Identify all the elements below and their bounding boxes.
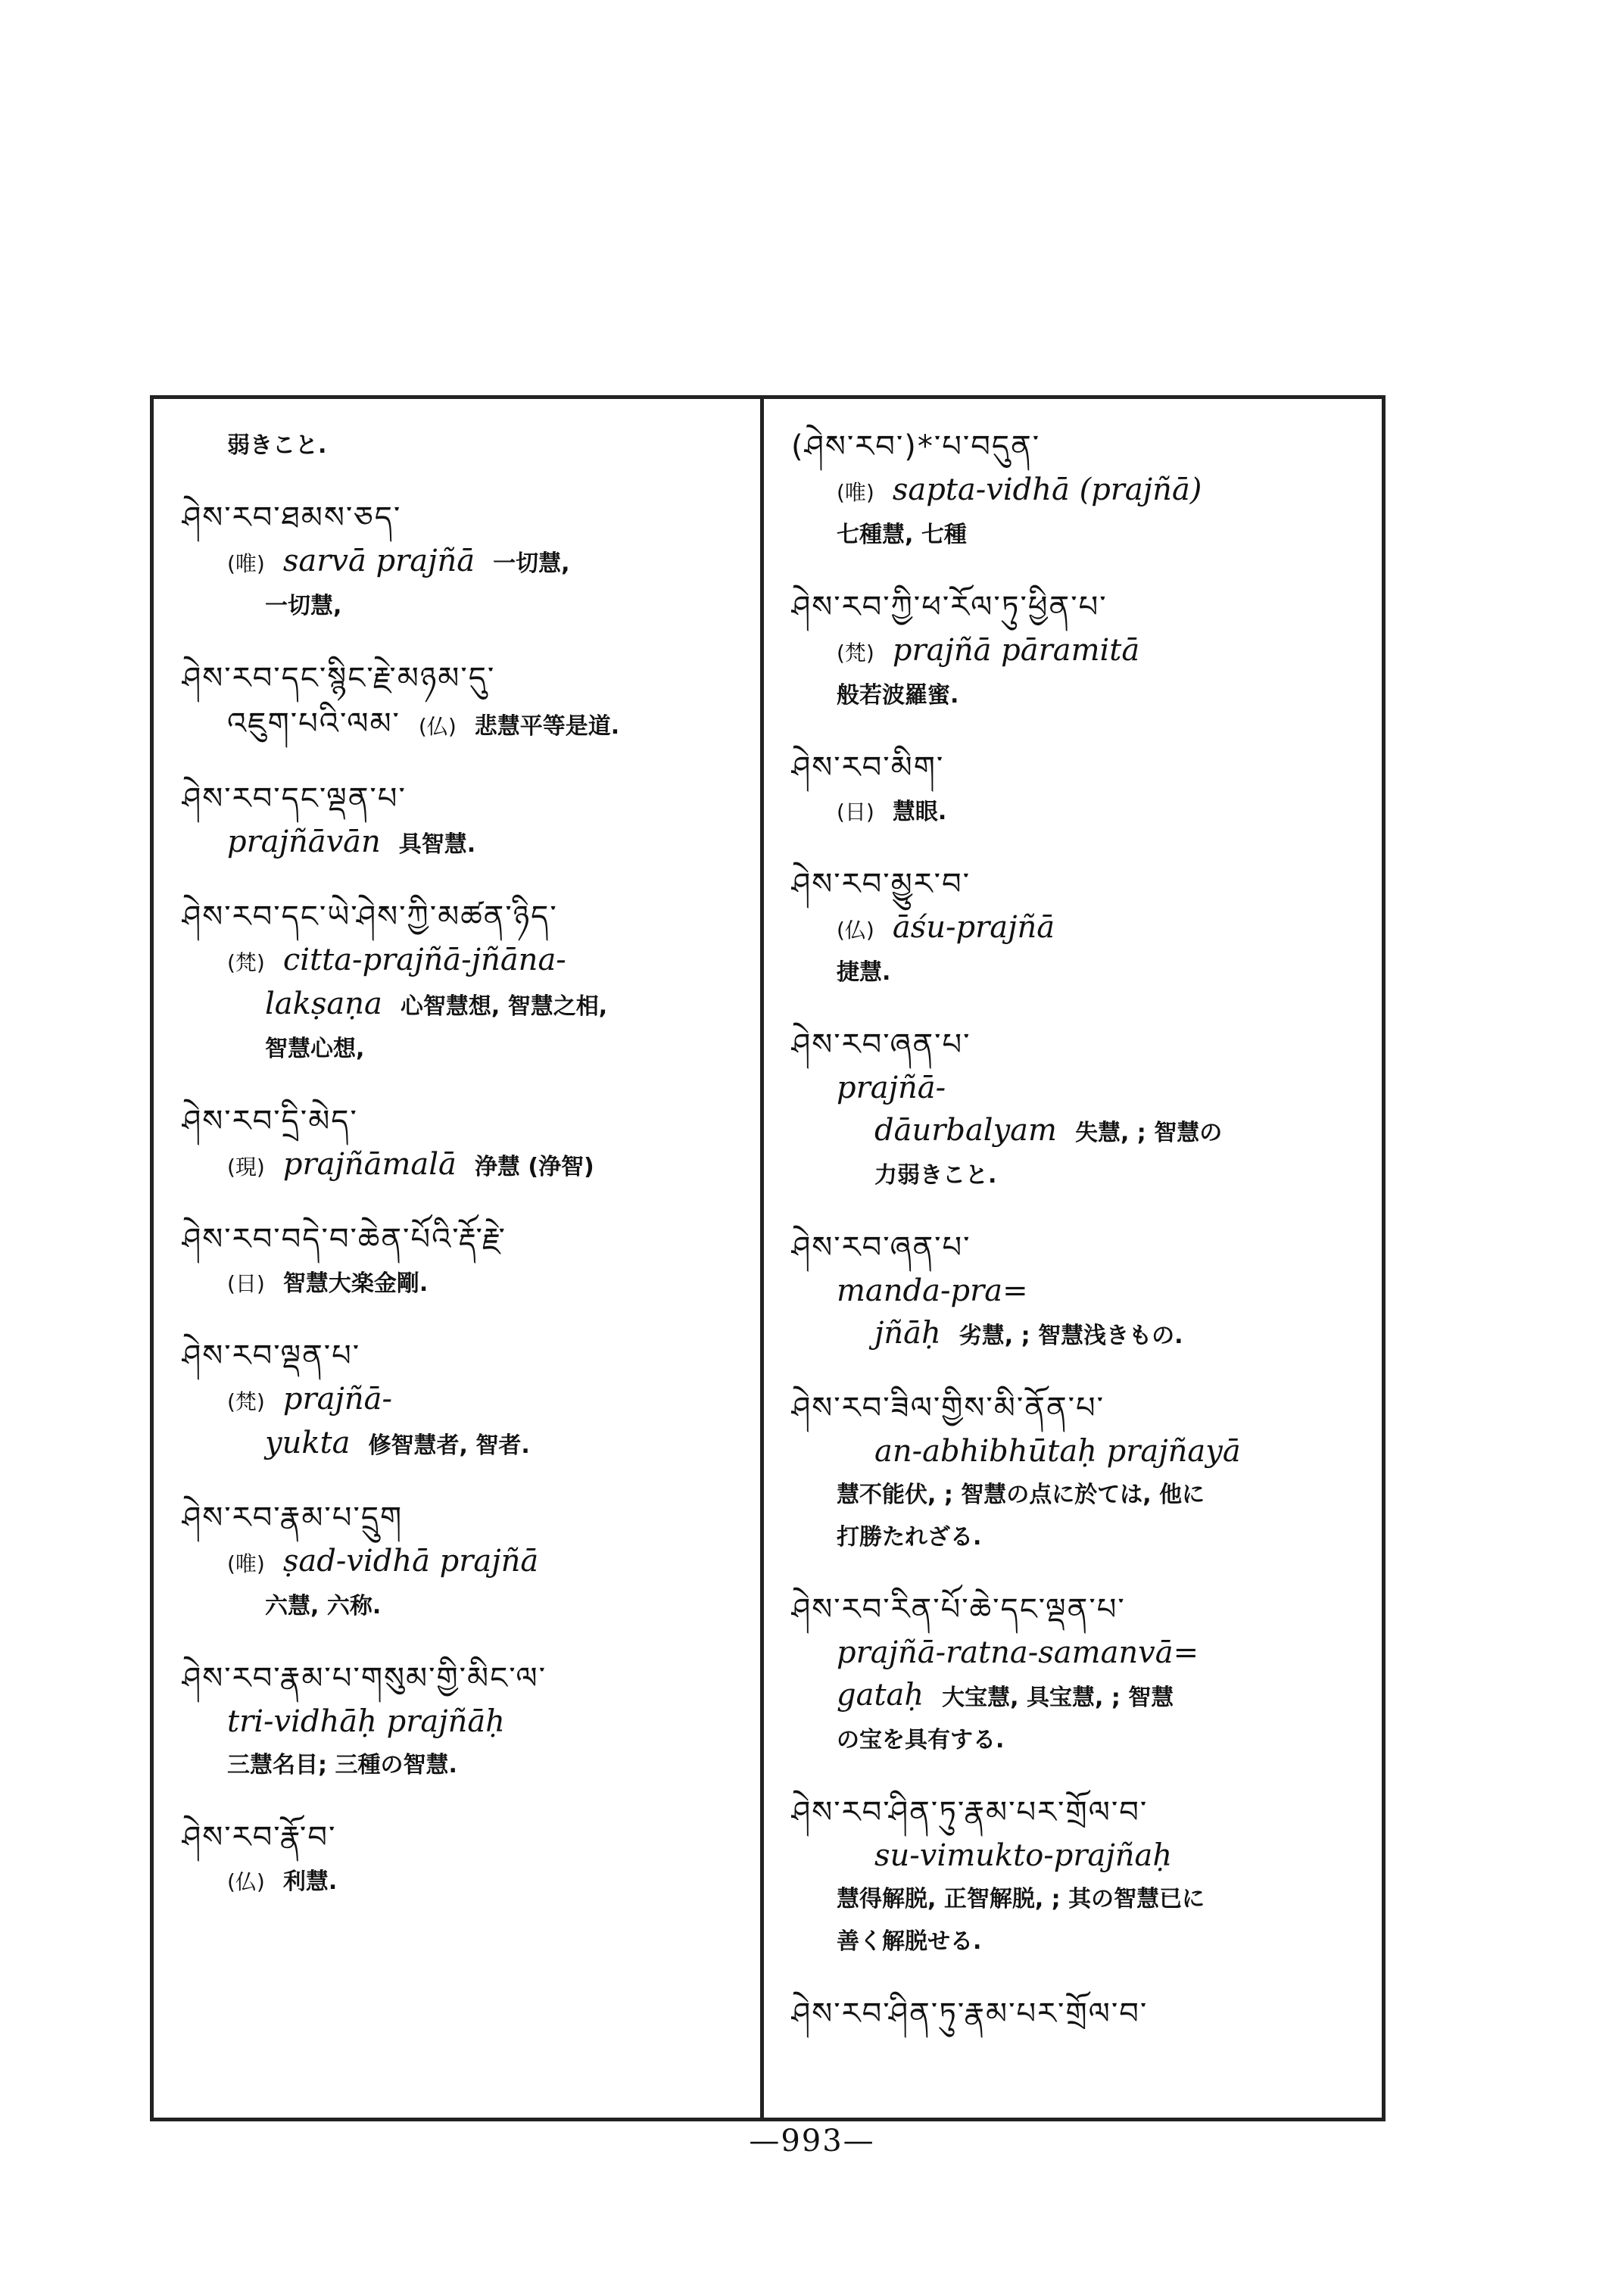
sanskrit-term: manda-pra= [837, 1273, 1028, 1308]
japanese-gloss: 利慧. [282, 1869, 338, 1895]
entry-headword: ཤེས་རབ་ཐམས་ཅད་ [182, 500, 402, 535]
sanskrit-term: prajñāvān [227, 824, 381, 859]
dictionary-entry [791, 1991, 1367, 2037]
entry-line [182, 1423, 757, 1466]
left-column [182, 424, 757, 2112]
entry-line [791, 1154, 1367, 1196]
japanese-gloss: 劣慧, ; 智慧浅きもの. [959, 1323, 1183, 1349]
dictionary-entry [791, 1385, 1367, 1558]
japanese-gloss: 悲慧平等是道. [474, 713, 620, 740]
sanskrit-term: sarvā prajñā [282, 544, 475, 578]
dictionary-entry [791, 584, 1367, 716]
dictionary-entry [182, 1333, 757, 1466]
source-tag: (唯) [227, 1551, 265, 1576]
entry-headword: ཤེས་རབ་ཞན་པ་ [791, 1027, 971, 1062]
source-tag: (梵) [227, 1389, 265, 1414]
entry-line [791, 1473, 1367, 1516]
sanskrit-term: yukta [265, 1426, 351, 1460]
entry-line [791, 1516, 1367, 1558]
column-divider [760, 395, 764, 2121]
entry-headword: ཤེས་རབ་ཤིན་ཏུ་རྣམ་པར་གྲོལ་བ་ [791, 1795, 1149, 1830]
right-column [791, 424, 1367, 2112]
sanskrit-term: sapta-vidhā (prajñā) [892, 472, 1202, 507]
source-tag: (日) [227, 1271, 265, 1296]
japanese-gloss: 打勝たれざる. [837, 1524, 982, 1551]
dictionary-entry [791, 745, 1367, 833]
sanskrit-term: tri-vidhāḥ prajñāḥ [227, 1704, 505, 1739]
sanskrit-term: an-abhibhūtaḥ prajñayā [874, 1434, 1241, 1469]
entry-line [791, 1920, 1367, 1962]
dictionary-entry [182, 424, 757, 466]
source-tag: (仏) [418, 714, 457, 739]
entry-line [791, 469, 1367, 513]
entry-line [182, 1027, 757, 1070]
japanese-gloss: 捷慧. [837, 959, 891, 986]
entry-line [791, 674, 1367, 716]
japanese-gloss: 具智慧. [398, 831, 476, 858]
entry-headword: ཤེས་རབ་ལྡན་པ་ [182, 1339, 361, 1373]
entry-line [791, 1632, 1367, 1675]
entry-line [791, 907, 1367, 951]
japanese-gloss: 力弱きこと. [874, 1162, 997, 1189]
japanese-gloss: 智慧心想, [265, 1036, 365, 1062]
entry-headword: ཤེས་རབ་ཀྱི་ཕ་རོལ་ཏུ་ཕྱིན་པ་ [791, 590, 1108, 625]
japanese-gloss: 慧得解脱, 正智解脱, ; 其の智慧已に [837, 1886, 1205, 1912]
entry-line [182, 541, 757, 584]
sanskrit-term: citta-prajñā-jñāna- [282, 943, 566, 977]
entry-line [182, 584, 757, 627]
entry-headword: ཤེས་རབ་ཟིལ་གྱིས་མི་ནོན་པ་ [791, 1391, 1105, 1426]
entry-line [182, 821, 757, 865]
japanese-gloss: の宝を具有する. [837, 1727, 1005, 1753]
japanese-gloss: 浄慧 (浄智) [474, 1154, 594, 1180]
japanese-gloss: 三慧名目; 三種の智慧. [227, 1752, 457, 1778]
japanese-gloss: 七種慧, 七種 [837, 522, 967, 548]
dictionary-entry [182, 894, 757, 1070]
japanese-gloss: 失慧, ; 智慧の [1074, 1120, 1223, 1146]
entry-headword: ཤེས་རབ་དང་སྙིང་རྗེ་མཉམ་དུ་ [182, 661, 496, 696]
entry-line [182, 701, 757, 747]
japanese-gloss: 一切慧, [265, 593, 342, 619]
entry-headword: ཤེས་རབ་བདེ་བ་ཆེན་པོའི་རྡོ་རྗེ་ [182, 1222, 507, 1257]
entry-line [791, 1270, 1367, 1313]
japanese-gloss: 智慧大楽金剛. [282, 1270, 429, 1297]
entry-line [791, 1110, 1367, 1154]
entry-headword: ཤེས་རབ་རྣམ་པ་དྲུག [182, 1501, 404, 1535]
source-tag: (日) [837, 799, 874, 824]
dictionary-entry [791, 1790, 1367, 1962]
japanese-gloss: 善く解脱せる. [837, 1928, 982, 1955]
source-tag: (梵) [837, 641, 874, 665]
sanskrit-term: ṣad-vidhā prajñā [282, 1544, 539, 1579]
entry-headword: ཤེས་རབ་མྱུར་བ་ [791, 867, 971, 902]
sanskrit-term: āśu-prajñā [892, 910, 1055, 945]
sanskrit-term: prajñāmalā [282, 1147, 457, 1182]
entry-line [182, 1144, 757, 1188]
sanskrit-term: dāurbalyam [874, 1113, 1057, 1148]
entry-line [182, 983, 757, 1027]
sanskrit-term: jñāḥ [874, 1316, 941, 1351]
entry-line [791, 513, 1367, 556]
entry-headword: (ཤེས་རབ་)*་པ་བདུན་ [791, 429, 1041, 464]
entry-line [182, 424, 757, 466]
entry-line [791, 1878, 1367, 1920]
entry-line [791, 1719, 1367, 1761]
sanskrit-term: lakṣaṇa [265, 986, 382, 1021]
source-tag: (梵) [227, 950, 265, 975]
source-tag: (仏) [837, 918, 874, 943]
gloss-text: 弱きこと. [227, 432, 327, 459]
japanese-gloss: 般若波羅蜜. [837, 682, 959, 709]
entry-line [791, 1431, 1367, 1473]
entry-line [791, 1675, 1367, 1719]
sanskrit-term: prajñā- [837, 1071, 946, 1105]
source-tag: (仏) [227, 1869, 265, 1894]
tibetan-text: འཇུག་པའི་ལམ་ [227, 706, 401, 741]
sanskrit-term: gataḥ [837, 1678, 924, 1713]
entry-line [182, 1744, 757, 1786]
sanskrit-term: su-vimukto-prajñaḥ [874, 1838, 1173, 1873]
sanskrit-term: prajñā- [282, 1382, 392, 1417]
entry-line [182, 1701, 757, 1744]
source-tag: (現) [227, 1155, 265, 1180]
entry-headword: ཤེས་རབ་རྣམ་པ་གསུམ་གྱི་མིང་ལ་ [182, 1661, 547, 1696]
dictionary-entry [182, 1815, 757, 1903]
entry-line [182, 1860, 757, 1903]
dictionary-entry [182, 1217, 757, 1304]
japanese-gloss: 修智慧者, 智者. [368, 1432, 530, 1459]
dictionary-entry [791, 424, 1367, 556]
dictionary-entry [182, 776, 757, 865]
entry-headword: ཤེས་རབ་རིན་པོ་ཆེ་དང་ལྡན་པ་ [791, 1592, 1126, 1627]
entry-line [791, 1068, 1367, 1110]
entry-headword: ཤེས་རབ་རྣོ་བ་ [182, 1820, 337, 1855]
dictionary-entry [182, 1495, 757, 1627]
dictionary-entry [791, 1022, 1367, 1196]
japanese-gloss: 大宝慧, 具宝慧, ; 智慧 [942, 1685, 1174, 1711]
source-tag: (唯) [227, 551, 265, 576]
source-tag: (唯) [837, 480, 874, 505]
dictionary-entry [182, 495, 757, 627]
entry-line [182, 1585, 757, 1627]
entry-line [182, 940, 757, 983]
entry-line [182, 1262, 757, 1304]
entry-headword: ཤེས་རབ་དང་ཡེ་ཤེས་ཀྱི་མཚན་ཉིད་ [182, 899, 558, 934]
japanese-gloss: 一切慧, [493, 550, 570, 577]
japanese-gloss: 慧不能伏, ; 智慧の点に於ては, 他に [837, 1482, 1205, 1508]
entry-headword: ཤེས་རབ་དྲི་མེད་ [182, 1104, 358, 1139]
entry-line [182, 1379, 757, 1423]
dictionary-entry [182, 1656, 757, 1786]
sanskrit-term: prajñā-ratna-samanvā= [837, 1635, 1199, 1670]
entry-line [791, 630, 1367, 674]
entry-line [791, 1313, 1367, 1357]
sanskrit-term: prajñā pāramitā [892, 633, 1140, 668]
page-number: —993— [749, 2124, 875, 2158]
japanese-gloss: 慧眼. [892, 799, 947, 825]
entry-headword: ཤེས་རབ་ཤིན་ཏུ་རྣམ་པར་གྲོལ་བ་ [791, 1996, 1149, 2031]
entry-line [182, 1541, 757, 1585]
dictionary-entry [791, 1225, 1367, 1357]
japanese-gloss: 心智慧想, 智慧之相, [400, 993, 608, 1020]
entry-line [791, 1835, 1367, 1878]
dictionary-entry [791, 1587, 1367, 1761]
dictionary-entry [182, 1099, 757, 1188]
entry-headword: ཤེས་རབ་ཞན་པ་ [791, 1230, 971, 1265]
japanese-gloss: 六慧, 六称. [265, 1593, 382, 1619]
dictionary-entry [182, 656, 757, 747]
entry-headword: ཤེས་རབ་དང་ལྡན་པ་ [182, 781, 407, 816]
entry-line [791, 790, 1367, 833]
entry-headword: ཤེས་རབ་མིག་ [791, 750, 945, 785]
entry-line [791, 951, 1367, 993]
dictionary-entry [791, 862, 1367, 993]
